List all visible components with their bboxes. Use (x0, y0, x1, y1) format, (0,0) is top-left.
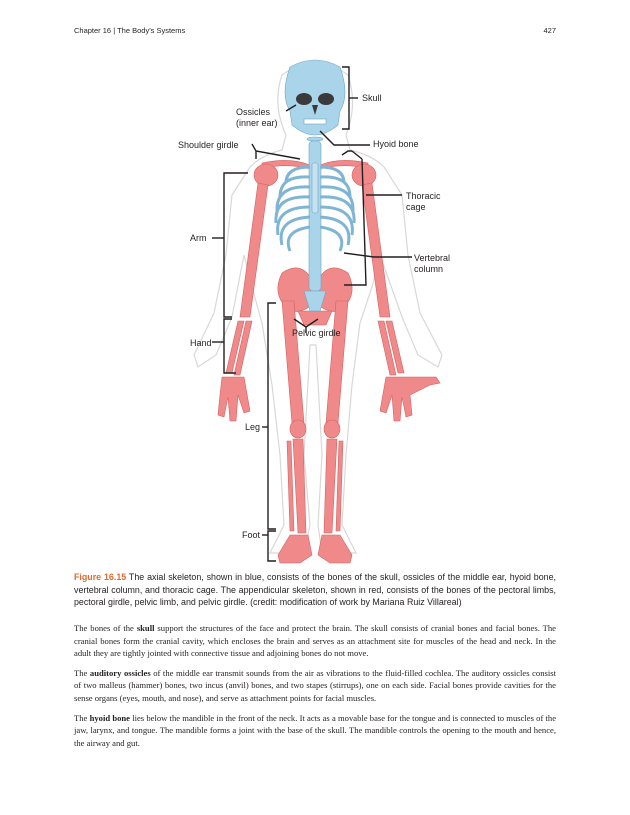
figure-number: Figure 16.15 (74, 572, 127, 582)
label-arm: Arm (190, 233, 207, 243)
label-ossicles-sub: (inner ear) (236, 118, 278, 128)
label-vertebral: Vertebral (414, 253, 451, 263)
term-hyoid-bone: hyoid bone (89, 712, 130, 723)
label-thoracic: Thoracic (406, 191, 441, 201)
paragraph-skull: The bones of the skull support the structures of the face and protect the brain. The skull consists of cranial bones and facial bones. The cranial bones form the cranial cavity, which encloses the brain and serves as an attachment site for muscles of the head and neck. In the adult they are tightly jointed with connective tissue and adjoining bones do not move. (74, 623, 556, 659)
skeleton-figure (0, 55, 630, 570)
paragraph-ossicles: The auditory ossicles of the middle ear transmit sounds from the air as vibrations to the fluid-filled cochlea. The auditory ossicles consist of two malleus (hammer) bones, two incus (anvil) bones, and two stapes (stirrups), one on each side. Facial bones provide cavities for the sense organs (eyes, mouth, and nose), and serve as attachment points for facial muscles. (74, 667, 556, 703)
figure-caption (74, 571, 556, 609)
label-shoulder-girdle: Shoulder girdle (178, 140, 239, 150)
label-pelvic-girdle: Pelvic girdle (292, 328, 341, 338)
caption-text: The axial skeleton, shown in blue, consists of the bones of the skull, ossicles of the middle ear, hyoid bone, vertebral column, and thoracic cage. The appendicular skeleton, shown in red, consists of the bones of the pectoral limbs, pectoral girdle, pelvic limb, and pelvic girdle. (credit: modification of work by Mariana Ruiz Villareal) (74, 572, 556, 608)
label-ossicles: Ossicles (236, 107, 271, 117)
label-foot: Foot (242, 530, 261, 540)
label-hyoid-bone: Hyoid bone (373, 139, 419, 149)
term-skull: skull (136, 623, 155, 633)
page-number: 427 (543, 26, 556, 35)
page-header (74, 26, 556, 38)
label-vertebral-column: column (414, 264, 444, 274)
label-hand: Hand (190, 338, 212, 348)
label-skull: Skull (362, 93, 382, 103)
label-leg: Leg (245, 422, 261, 432)
chapter-title: Chapter 16 | The Body's Systems (74, 26, 186, 35)
term-auditory-ossicles: auditory ossicles (89, 667, 151, 678)
label-thoracic-cage: cage (406, 202, 426, 212)
appendicular-skeleton (218, 160, 440, 563)
body-text (74, 622, 556, 756)
paragraph-hyoid: The hyoid bone lies below the mandible in the front of the neck. It acts as a movable base for the tongue and is connected to muscles of the jaw, larynx, and tongue. The mandible forms a joint with the base of the skull. The mandible controls the opening to the mouth and hence, the airway and gut. (74, 712, 557, 748)
